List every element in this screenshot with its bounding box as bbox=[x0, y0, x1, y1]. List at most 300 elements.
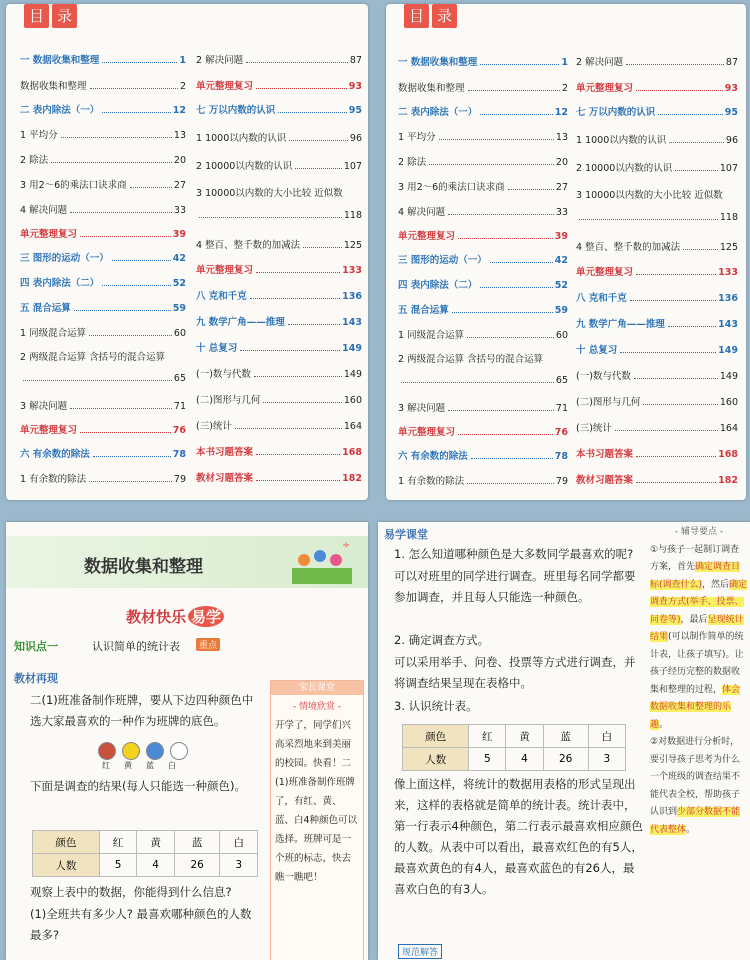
toc-entry bbox=[398, 302, 568, 316]
toc-entry-title: 1 1000以内数的认识 bbox=[196, 133, 287, 144]
toc-leader-dots bbox=[467, 483, 554, 484]
toc-leader-dots bbox=[448, 410, 554, 411]
toc-entry bbox=[20, 275, 186, 289]
toc-entry bbox=[20, 152, 186, 166]
toc-entry-title: (二)图形与几何 bbox=[576, 397, 641, 408]
toc-entry bbox=[576, 239, 738, 253]
toc-leader-dots bbox=[80, 236, 171, 237]
toc-page-number: 20 bbox=[555, 157, 568, 168]
table-cell: 5 bbox=[99, 854, 137, 877]
toc-page-number: 133 bbox=[342, 265, 362, 276]
toc-header-char: 录 bbox=[432, 4, 457, 28]
toc-header-char: 目 bbox=[404, 4, 429, 28]
toc-page-number: 168 bbox=[342, 447, 362, 458]
toc-page-number: 87 bbox=[725, 57, 738, 68]
toc-page-number: 182 bbox=[342, 473, 362, 484]
toc-entry bbox=[196, 262, 362, 276]
table-cell: 4 bbox=[506, 748, 543, 771]
yellow-dot bbox=[122, 742, 140, 760]
note-text: ，然后 bbox=[702, 579, 730, 590]
toc-entry bbox=[20, 349, 186, 363]
toc-leader-dots bbox=[458, 238, 553, 239]
toc-entry-title: 七 万以内数的认识 bbox=[576, 107, 656, 118]
toc-header bbox=[404, 4, 457, 28]
svg-text:÷: ÷ bbox=[342, 540, 351, 551]
toc-leader-dots bbox=[636, 482, 716, 483]
table-cell: 4 bbox=[137, 854, 175, 877]
toc-leader-dots bbox=[636, 456, 716, 457]
toc-page-number: 160 bbox=[343, 395, 362, 406]
color-label: 红 bbox=[102, 761, 110, 770]
toc-entry-title: 六 有余数的除法 bbox=[398, 451, 468, 462]
toc-leader-dots bbox=[630, 300, 716, 301]
toc-entry bbox=[398, 424, 568, 438]
toc-entry bbox=[398, 277, 568, 291]
toc-leader-dots bbox=[480, 287, 552, 288]
abacus-illustration bbox=[282, 536, 362, 588]
toc-page-number: 79 bbox=[173, 474, 186, 485]
toc-leader-dots bbox=[669, 142, 724, 143]
toc-entry bbox=[398, 228, 568, 242]
toc-leader-dots bbox=[235, 428, 342, 429]
toc-leader-dots bbox=[471, 458, 553, 459]
section-badge: 易学 bbox=[188, 606, 224, 627]
toc-leader-dots bbox=[89, 335, 172, 336]
toc-entry-title: 教材习题答案 bbox=[576, 475, 634, 486]
toc-entry bbox=[398, 473, 568, 487]
toc-entry-title: 3 解决问题 bbox=[20, 401, 68, 412]
toc-entry-title: 十 总复习 bbox=[576, 345, 618, 356]
toc-entry bbox=[20, 398, 186, 412]
toc-page-number: 78 bbox=[172, 449, 186, 460]
toc-leader-dots bbox=[254, 376, 342, 377]
toc-entry bbox=[20, 102, 186, 116]
sidebar-text: 开学了，同学们兴高采烈地来到美丽的校园。快看！二(1)班准备制作班牌了，有红、黄、蓝、白4种颜色可以选择。班牌可是一个班的标志，快去瞧一瞧吧！ bbox=[275, 720, 358, 883]
toc-entry bbox=[196, 340, 362, 354]
toc-page-number: 12 bbox=[172, 105, 186, 116]
toc-entry bbox=[196, 444, 362, 458]
toc-page-number: 65 bbox=[555, 375, 568, 386]
toc-entry bbox=[576, 290, 738, 304]
toc-entry-title: 3 10000以内数的大小比较 近似数 bbox=[576, 190, 723, 201]
color-label: 黄 bbox=[124, 761, 132, 770]
toc-leader-dots bbox=[256, 454, 340, 455]
toc-entry bbox=[20, 226, 186, 240]
toc-page-number: 1 bbox=[561, 57, 568, 68]
toc-entry bbox=[196, 237, 362, 251]
toc-entry-title: 九 数学广角——推理 bbox=[196, 317, 285, 328]
toc-entry bbox=[576, 187, 738, 201]
table-cell: 颜色 bbox=[33, 831, 100, 854]
toc-page-number: 136 bbox=[342, 291, 362, 302]
toc-entry-title: 二 表内除法（一） bbox=[20, 105, 100, 116]
table-cell: 26 bbox=[543, 748, 588, 771]
question-2: 2. 确定调查方式。 bbox=[394, 633, 490, 647]
toc-leader-dots bbox=[23, 380, 172, 381]
toc-entry-title: 3 用2～6的乘法口诀求商 bbox=[20, 180, 127, 191]
tutoring-notes bbox=[650, 524, 748, 944]
toc-page-number: 182 bbox=[718, 475, 738, 486]
note-highlight: 呈现统计结果 bbox=[650, 614, 744, 642]
toc-entry-title: 1 平均分 bbox=[20, 130, 58, 141]
toc-page-number: 2 bbox=[179, 81, 186, 92]
toc-page-number: 27 bbox=[555, 182, 568, 193]
toc-entry bbox=[398, 179, 568, 193]
toc-leader-dots bbox=[295, 168, 342, 169]
toc-entry bbox=[196, 52, 362, 66]
toc-entry bbox=[20, 177, 186, 191]
table-cell: 3 bbox=[588, 748, 625, 771]
problem-text: 二(1)班准备制作班牌，要从下边四种颜色中选大家最喜欢的一种作为班牌的底色。 bbox=[30, 693, 254, 728]
toc-leader-dots bbox=[70, 212, 172, 213]
explanation-page bbox=[378, 522, 750, 960]
toc-page-number: 79 bbox=[555, 476, 568, 487]
toc-entry bbox=[398, 154, 568, 168]
toc-leader-dots bbox=[89, 481, 172, 482]
toc-leader-dots bbox=[636, 274, 716, 275]
table-cell: 26 bbox=[174, 854, 220, 877]
toc-leader-dots bbox=[289, 140, 348, 141]
notes-heading: - 辅导要点 - bbox=[674, 527, 724, 537]
toc-entry bbox=[398, 129, 568, 143]
toc-entry-title: 4 整百、整千数的加减法 bbox=[196, 240, 301, 251]
toc-page-number: 95 bbox=[724, 107, 738, 118]
toc-leader-dots bbox=[278, 112, 346, 113]
toc-entry bbox=[576, 316, 738, 330]
toc-entry-title: 2 除法 bbox=[20, 155, 49, 166]
toc-page-right bbox=[386, 4, 746, 500]
toc-entry-title: 2 两级混合运算 含括号的混合运算 bbox=[398, 354, 544, 365]
toc-page-number: 164 bbox=[343, 421, 362, 432]
answer-3: 像上面这样，将统计的数据用表格的形式呈现出来，这样的表格就是简单的统计表。统计表中，第一行表示4种颜色，第二行表示最喜欢相应颜色的人数。从表中可以看出，最喜欢红色的有5人，最喜欢黄色的有4人，最喜欢蓝色的有26人，最喜欢白色的有3人。 bbox=[394, 777, 643, 896]
color-label: 蓝 bbox=[146, 761, 154, 770]
toc-entry bbox=[398, 351, 568, 365]
note-text: 。 bbox=[686, 824, 696, 835]
toc-entry bbox=[20, 202, 186, 216]
toc-page-number: 1 bbox=[179, 55, 186, 66]
toc-entry-title: 单元整理复习 bbox=[398, 427, 456, 438]
toc-entry bbox=[576, 368, 738, 382]
toc-leader-dots bbox=[256, 480, 340, 481]
toc-entry bbox=[196, 366, 362, 380]
toc-entry bbox=[20, 325, 186, 339]
toc-page-number: 164 bbox=[719, 423, 738, 434]
toc-entry bbox=[20, 52, 186, 66]
toc-entry-title: 4 整百、整千数的加减法 bbox=[576, 242, 681, 253]
toc-leader-dots bbox=[240, 350, 340, 351]
toc-leader-dots bbox=[130, 187, 172, 188]
toc-entry-title: 1 平均分 bbox=[398, 132, 436, 143]
question-1: 1. 怎么知道哪种颜色是大多数同学最喜欢的呢? bbox=[394, 547, 634, 561]
toc-entry-title: (二)图形与几何 bbox=[196, 395, 261, 406]
toc-leader-dots bbox=[615, 430, 718, 431]
white-dot bbox=[170, 742, 188, 760]
toc-leader-dots bbox=[263, 402, 341, 403]
toc-entry-title: 2 解决问题 bbox=[196, 55, 244, 66]
toc-entry bbox=[398, 54, 568, 68]
toc-leader-dots bbox=[439, 139, 554, 140]
toc-entry bbox=[20, 250, 186, 264]
table-cell: 白 bbox=[588, 725, 625, 748]
toc-page-number: 39 bbox=[554, 231, 568, 242]
table-cell: 5 bbox=[469, 748, 506, 771]
toc-entry bbox=[20, 471, 186, 485]
toc-entry bbox=[576, 104, 738, 118]
toc-entry-title: (一)数与代数 bbox=[196, 369, 251, 380]
toc-page-number: 42 bbox=[172, 253, 186, 264]
toc-entry bbox=[20, 78, 186, 92]
toc-entry bbox=[20, 422, 186, 436]
toc-page-number: 149 bbox=[343, 369, 362, 380]
table-cell: 红 bbox=[99, 831, 137, 854]
toc-entry-title: 四 表内除法（二） bbox=[20, 278, 100, 289]
knowledge-point-title: 认识简单的统计表 bbox=[92, 640, 180, 653]
toc-page-number: 60 bbox=[555, 330, 568, 341]
toc-entry bbox=[20, 373, 186, 384]
toc-page-number: 125 bbox=[343, 240, 362, 251]
note-text: 。 bbox=[659, 719, 669, 730]
toc-entry bbox=[576, 160, 738, 174]
toc-page-number: 76 bbox=[172, 425, 186, 436]
toc-leader-dots bbox=[74, 310, 171, 311]
toc-entry-title: 4 解决问题 bbox=[398, 207, 446, 218]
toc-entry-title: 1 同级混合运算 bbox=[398, 330, 465, 341]
toc-entry bbox=[398, 400, 568, 414]
toc-leader-dots bbox=[429, 164, 554, 165]
toc-leader-dots bbox=[246, 62, 348, 63]
toc-leader-dots bbox=[683, 249, 718, 250]
textbook-reappear-heading: 教材再现 bbox=[14, 672, 58, 685]
toc-leader-dots bbox=[467, 337, 554, 338]
toc-page-number: 118 bbox=[719, 212, 738, 223]
sidebar-title: 家长课堂 bbox=[271, 681, 363, 695]
standard-answer-badge: 规范解答 bbox=[398, 944, 442, 959]
toc-entry-title: 4 解决问题 bbox=[20, 205, 68, 216]
toc-page-number: 20 bbox=[173, 155, 186, 166]
toc-leader-dots bbox=[288, 324, 340, 325]
toc-entry bbox=[20, 127, 186, 141]
toc-entry bbox=[576, 394, 738, 408]
color-options bbox=[98, 742, 188, 760]
toc-leader-dots bbox=[643, 404, 717, 405]
toc-leader-dots bbox=[480, 64, 559, 65]
toc-entry-title: 单元整理复习 bbox=[576, 267, 634, 278]
toc-page-number: 78 bbox=[554, 451, 568, 462]
toc-entry bbox=[196, 102, 362, 116]
toc-entry-title: 五 混合运算 bbox=[20, 303, 71, 314]
toc-entry-title: 单元整理复习 bbox=[576, 83, 634, 94]
survey-table bbox=[402, 724, 626, 771]
toc-entry-title: 一 数据收集和整理 bbox=[398, 57, 478, 68]
toc-entry-title: 1 同级混合运算 bbox=[20, 328, 87, 339]
toc-entry-title: 七 万以内数的认识 bbox=[196, 105, 276, 116]
toc-leader-dots bbox=[626, 64, 724, 65]
question-text: (1)全班共有多少人? 最喜欢哪种颜色的人数最多? bbox=[30, 907, 252, 942]
toc-entry-title: 2 解决问题 bbox=[576, 57, 624, 68]
table-cell: 红 bbox=[469, 725, 506, 748]
toc-entry-title: 教材习题答案 bbox=[196, 473, 254, 484]
toc-entry bbox=[196, 210, 362, 221]
toc-leader-dots bbox=[250, 298, 340, 299]
toc-entry bbox=[398, 327, 568, 341]
note-text: ①与孩子一起制订调查方案，首先 bbox=[650, 544, 740, 572]
toc-page-number: 95 bbox=[348, 105, 362, 116]
toc-page-number: 149 bbox=[719, 371, 738, 382]
toc-page-number: 107 bbox=[343, 161, 362, 172]
toc-page-number: 13 bbox=[173, 130, 186, 141]
toc-entry-title: 2 10000以内数的认识 bbox=[196, 161, 293, 172]
toc-leader-dots bbox=[102, 112, 170, 113]
toc-entry-title: 3 解决问题 bbox=[398, 403, 446, 414]
survey-table bbox=[32, 830, 258, 877]
toc-entry bbox=[398, 80, 568, 94]
toc-entry-title: 本书习题答案 bbox=[196, 447, 254, 458]
toc-entry bbox=[398, 375, 568, 386]
toc-entry bbox=[398, 252, 568, 266]
toc-leader-dots bbox=[102, 62, 177, 63]
toc-header-char: 目 bbox=[24, 4, 49, 28]
toc-page-number: 13 bbox=[555, 132, 568, 143]
toc-page-number: 2 bbox=[561, 83, 568, 94]
lesson-page bbox=[6, 522, 368, 960]
chapter-title: 数据收集和整理 bbox=[84, 557, 203, 577]
table-row bbox=[33, 831, 258, 854]
toc-entry bbox=[398, 104, 568, 118]
toc-page-number: 76 bbox=[554, 427, 568, 438]
toc-leader-dots bbox=[70, 408, 172, 409]
toc-entry bbox=[576, 420, 738, 434]
toc-page-number: 87 bbox=[349, 55, 362, 66]
toc-leader-dots bbox=[256, 272, 340, 273]
table-cell: 黄 bbox=[137, 831, 175, 854]
toc-entry bbox=[196, 158, 362, 172]
toc-leader-dots bbox=[80, 432, 171, 433]
toc-leader-dots bbox=[636, 90, 723, 91]
toc-page-number: 93 bbox=[724, 83, 738, 94]
toc-page-number: 96 bbox=[725, 135, 738, 146]
toc-entry-title: 3 用2～6的乘法口诀求商 bbox=[398, 182, 505, 193]
table-row bbox=[33, 854, 258, 877]
toc-entry-title: 六 有余数的除法 bbox=[20, 449, 90, 460]
note-text: ，最后 bbox=[680, 614, 708, 625]
table-cell: 蓝 bbox=[543, 725, 588, 748]
toc-page-number: 93 bbox=[348, 81, 362, 92]
toc-page-number: 59 bbox=[554, 305, 568, 316]
question-text: 观察上表中的数据，你能得到什么信息? bbox=[30, 885, 232, 899]
toc-page-number: 143 bbox=[342, 317, 362, 328]
toc-entry-title: 五 混合运算 bbox=[398, 305, 449, 316]
toc-leader-dots bbox=[658, 114, 722, 115]
toc-page-number: 65 bbox=[173, 373, 186, 384]
toc-entry-title: 数据收集和整理 bbox=[20, 81, 87, 92]
toc-leader-dots bbox=[90, 88, 178, 89]
toc-page-number: 149 bbox=[342, 343, 362, 354]
toc-leader-dots bbox=[668, 326, 716, 327]
toc-leader-dots bbox=[675, 170, 718, 171]
toc-leader-dots bbox=[468, 90, 560, 91]
sidebar-subtitle: - 情境欣赏 - bbox=[292, 702, 342, 712]
toc-entry-title: 二 表内除法（一） bbox=[398, 107, 478, 118]
toc-leader-dots bbox=[458, 434, 553, 435]
toc-entry-title: 1 有余数的除法 bbox=[398, 476, 465, 487]
result-text: 下面是调查的结果(每人只能选一种颜色)。 bbox=[30, 779, 246, 793]
note-highlight: 体会数据收集和整理的乐趣 bbox=[650, 684, 741, 730]
table-row bbox=[403, 748, 626, 771]
toc-page-number: 33 bbox=[173, 205, 186, 216]
blue-dot bbox=[146, 742, 164, 760]
toc-page-number: 133 bbox=[718, 267, 738, 278]
note-highlight: 确定调查目标(调查什么) bbox=[650, 562, 741, 590]
toc-entry-title: 八 克和千克 bbox=[576, 293, 627, 304]
toc-entry-title: 1 1000以内数的认识 bbox=[576, 135, 667, 146]
toc-entry bbox=[576, 446, 738, 460]
toc-page-number: 96 bbox=[349, 133, 362, 144]
table-cell: 蓝 bbox=[174, 831, 220, 854]
toc-entry-title: (一)数与代数 bbox=[576, 371, 631, 382]
toc-entry bbox=[398, 448, 568, 462]
toc-entry bbox=[576, 132, 738, 146]
toc-leader-dots bbox=[480, 114, 552, 115]
toc-page-number: 71 bbox=[555, 403, 568, 414]
toc-leader-dots bbox=[61, 137, 172, 138]
toc-entry bbox=[576, 212, 738, 223]
toc-leader-dots bbox=[401, 382, 554, 383]
toc-entry-title: 3 10000以内数的大小比较 近似数 bbox=[196, 188, 343, 199]
toc-leader-dots bbox=[490, 262, 553, 263]
toc-entry-title: (三)统计 bbox=[576, 423, 612, 434]
toc-entry bbox=[196, 130, 362, 144]
toc-entry bbox=[398, 204, 568, 218]
key-point-tag: 重点 bbox=[196, 638, 220, 651]
table-cell: 黄 bbox=[506, 725, 543, 748]
toc-entry bbox=[576, 342, 738, 356]
red-dot bbox=[98, 742, 116, 760]
question-3: 3. 认识统计表。 bbox=[394, 699, 478, 713]
answer-1: 可以对班里的同学进行调查。班里每名同学都要参加调查，并且每人只能选一种颜色。 bbox=[394, 569, 636, 604]
toc-leader-dots bbox=[93, 456, 171, 457]
toc-entry bbox=[20, 300, 186, 314]
table-cell: 白 bbox=[220, 831, 258, 854]
toc-page-number: 42 bbox=[554, 255, 568, 266]
toc-entry bbox=[20, 446, 186, 460]
toc-header bbox=[24, 4, 77, 28]
toc-entry-title: 三 图形的运动（一） bbox=[398, 255, 487, 266]
toc-entry-title: 单元整理复习 bbox=[196, 265, 254, 276]
toc-entry-title: 十 总复习 bbox=[196, 343, 238, 354]
toc-leader-dots bbox=[620, 352, 716, 353]
toc-leader-dots bbox=[303, 247, 342, 248]
toc-leader-dots bbox=[199, 217, 342, 218]
toc-entry-title: 单元整理复习 bbox=[20, 425, 78, 436]
toc-entry-title: 单元整理复习 bbox=[398, 231, 456, 242]
toc-entry-title: 八 克和千克 bbox=[196, 291, 247, 302]
toc-entry bbox=[196, 78, 362, 92]
toc-leader-dots bbox=[102, 285, 170, 286]
toc-entry-title: 一 数据收集和整理 bbox=[20, 55, 100, 66]
toc-entry bbox=[576, 264, 738, 278]
toc-entry-title: 三 图形的运动（一） bbox=[20, 253, 109, 264]
toc-entry bbox=[196, 288, 362, 302]
toc-entry-title: 数据收集和整理 bbox=[398, 83, 465, 94]
toc-page-number: 59 bbox=[172, 303, 186, 314]
toc-page-number: 168 bbox=[718, 449, 738, 460]
parent-class-sidebar bbox=[270, 680, 364, 960]
toc-leader-dots bbox=[448, 214, 554, 215]
knowledge-point-label: 知识点一 bbox=[14, 640, 58, 653]
toc-page-number: 27 bbox=[173, 180, 186, 191]
toc-entry-title: 2 除法 bbox=[398, 157, 427, 168]
toc-page-number: 52 bbox=[554, 280, 568, 291]
